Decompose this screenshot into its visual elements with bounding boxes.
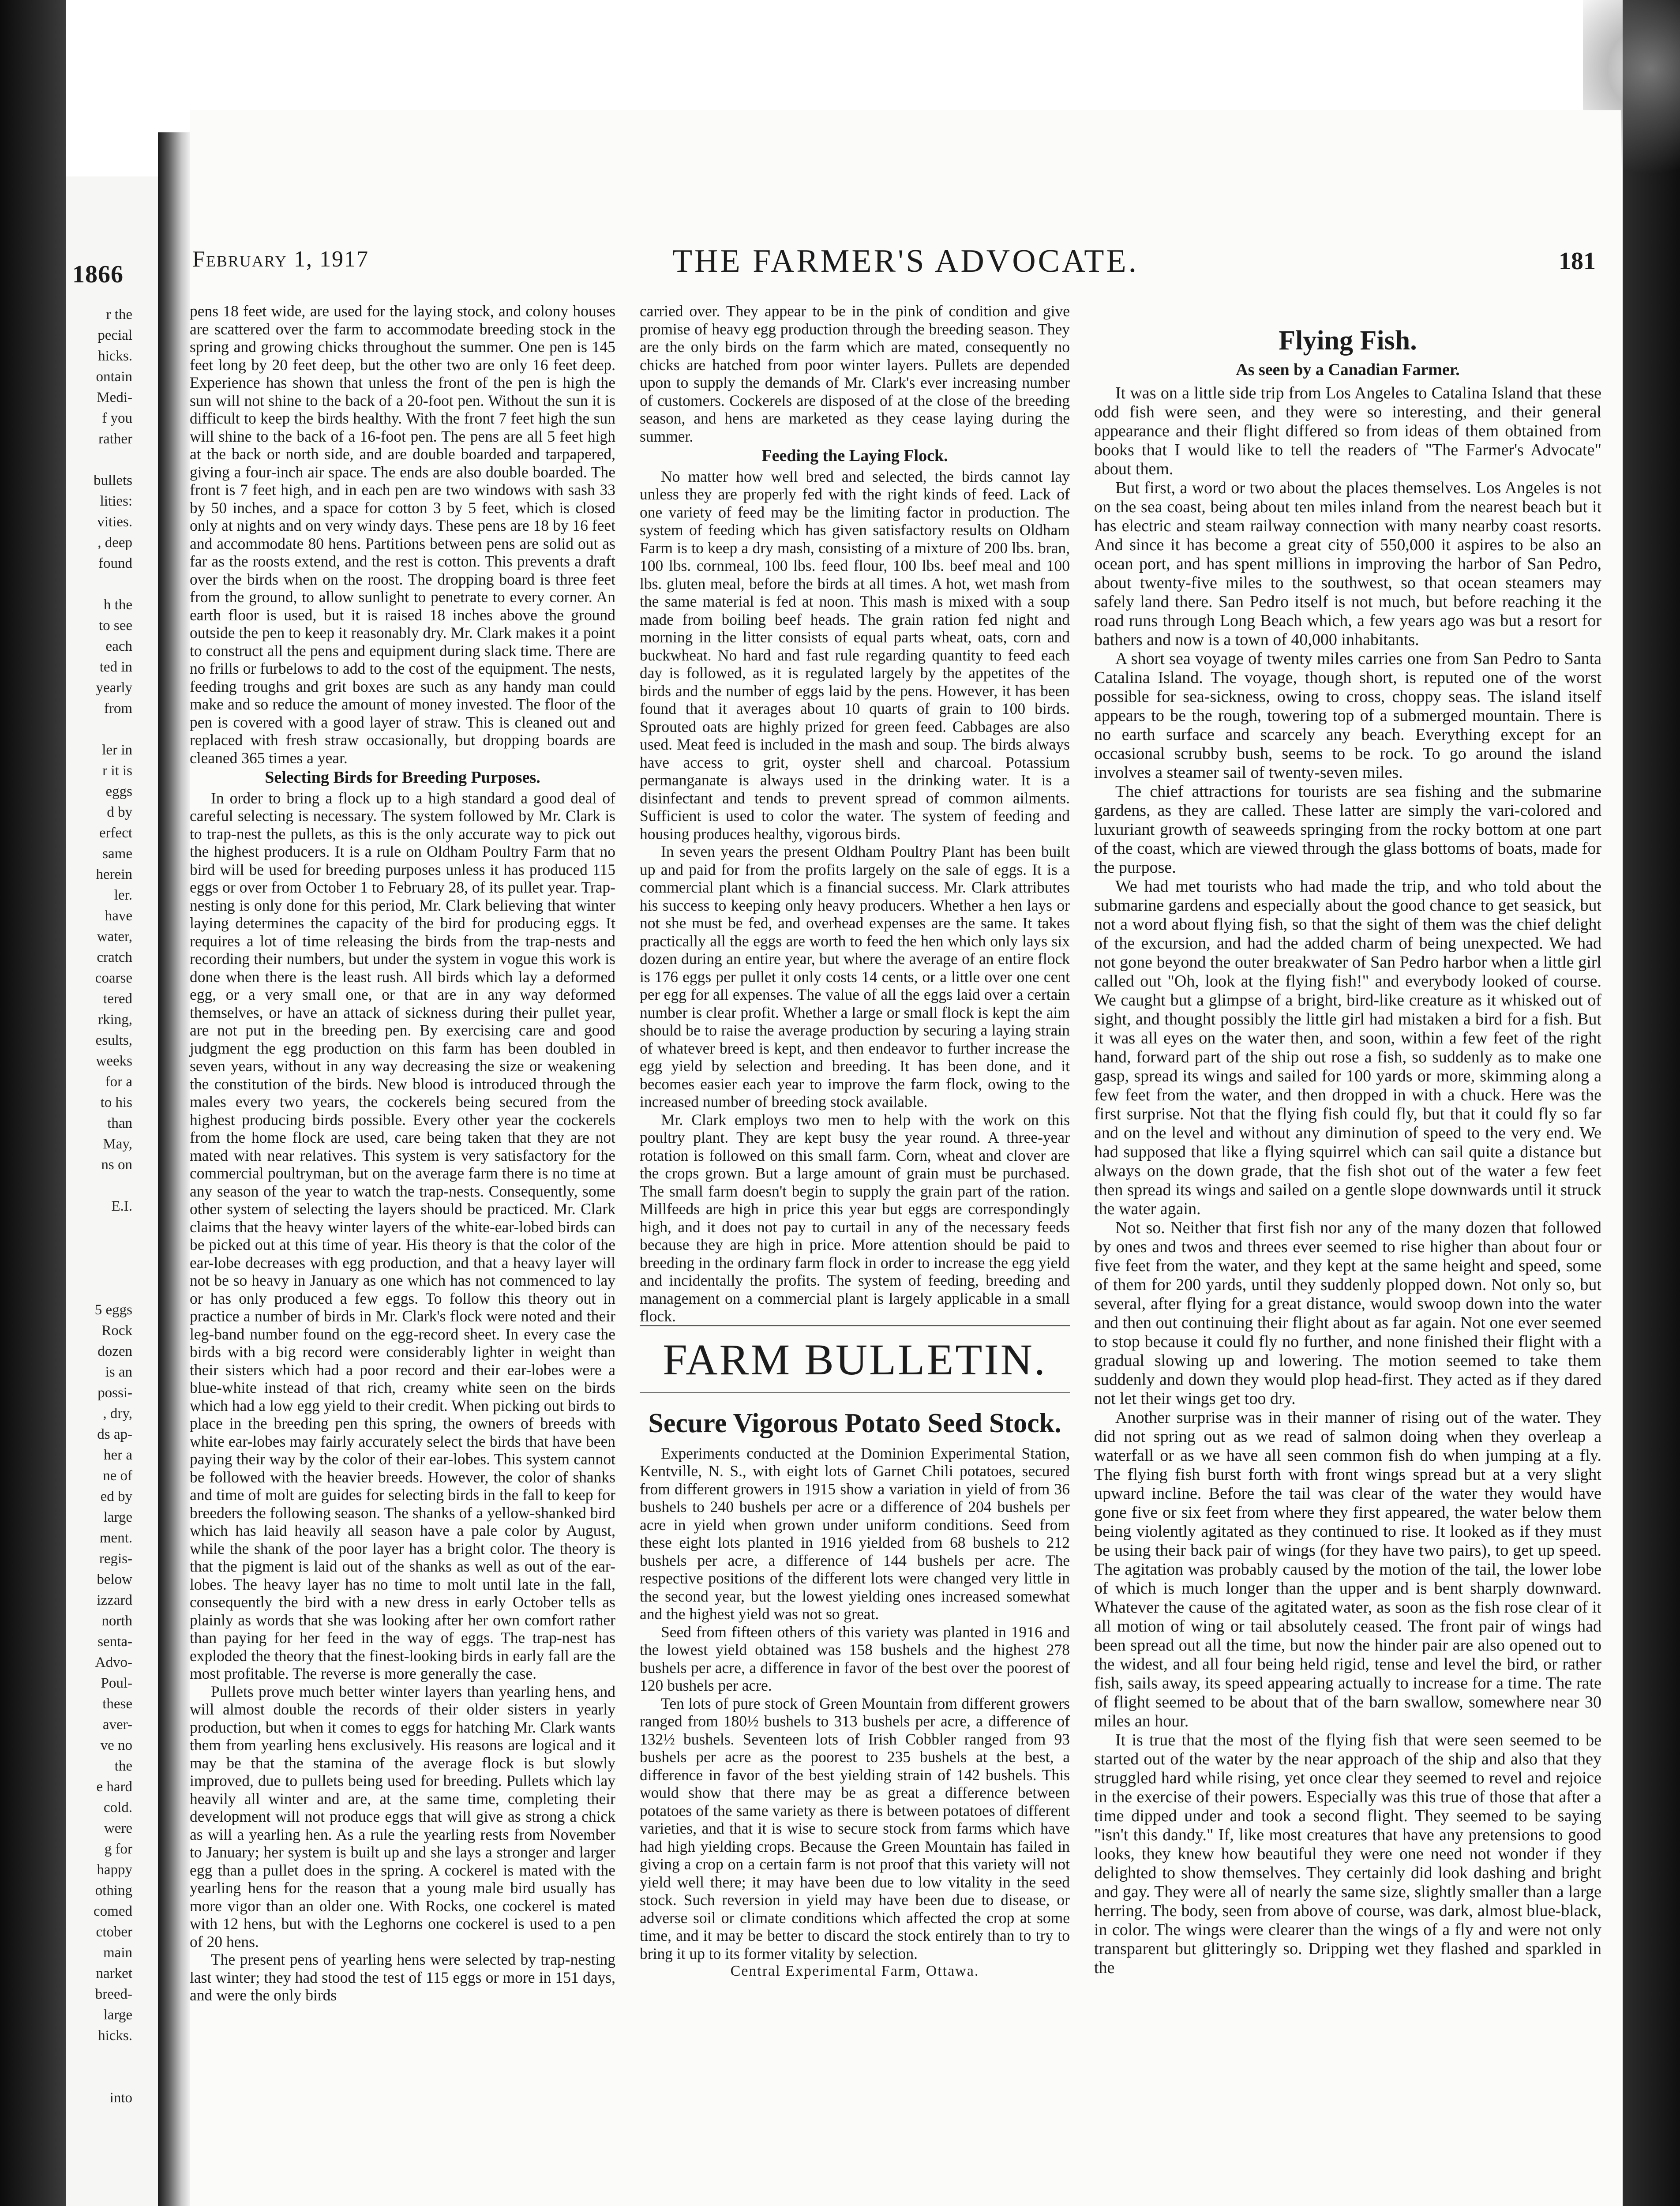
article-subtitle: As seen by a Canadian Farmer. <box>1236 360 1460 379</box>
newspaper-page <box>190 110 1621 2206</box>
paragraph: carried over. They appear to be in the pink of condition and give promise of heavy egg production through the breeding season. They are the only birds on the farm which are mated, consequently no chicks are hatched from poor winter layers. Pullets are depended upon to supply the demands of Mr. Clark's ever increasing number of customers. Cockerels are disposed of at the close of the breeding season, and hens are marketed as they cease laying during the summer. <box>640 302 1070 445</box>
paragraph: We had met tourists who had made the trip, and who told about the submarine gardens and especially about the good chance to get seasick, but not a word about flying fish, so that the sight of them was the chief delight of the excursion, and had the added charm of being unexpected. We had not gone beyond the outer breakwater of San Pedro harbor when a little girl called out "Oh, look at the flying fish!" and everybody looked of course. We caught but a glimpse of a bright, bird-like creature as it whisked out of sight, and thought possibly the little girl had mistaken a bird for a fish. But it was all eyes on the water then, and soon, within a few feet of the right hand, forward part of the ship out rose a fish, so suddenly as to make one gasp, spread its wings and sailed for 100 yards or more, skimming along a few feet from the water, and then dropped in with a chuck. Here was the first surprise. Not that the flying fish could fly, but that it could fly so far and on the level and without any diminution of speed to the very end. We had supposed that like a flying squirrel which can sail quite a distance but always on the down grade, that the fish shot out of the water a few feet then spread its wings and sailed on a gentle slope downwards until it struck the water again. <box>1094 877 1601 1218</box>
paragraph: pens 18 feet wide, are used for the laying stock, and colony houses are scattered over the farm to accommodate breeding stock in the spring and growing chicks throughout the summer. One pen is 145 feet long by 20 feet deep, but the other two are only 16 feet deep. Experience has shown that unless the front of the pen is high the sun will not shine to the back of a 20-foot pen. Without the sun it is difficult to keep the birds healthy. With the front 7 feet high the sun will shine to the back of a 16-foot pen. The pens are all 5 feet high at the back or north side, and are double boarded and tarpapered, giving a four-inch air space. The ends are also double boarded. The front is 7 feet high, and in each pen are two windows with sash 33 by 50 inches, and a space for cotton 3 by 5 feet, which is closed only at nights and on very windy days. These pens are 18 by 16 feet and accommodate 80 hens. Partitions between pens are solid out as far as the roosts extend, and the rest is cotton. This prevents a draft over the birds when on the roost. The dropping board is three feet from the ground, to allow sunlight to penetrate to every corner. An earth floor is used, but it is raised 18 inches above the ground outside the pen to keep it reasonably dry. Mr. Clark makes it a point to construct all the pens and equipment during slack time. There are no frills or furbelows to add to the cost of the equipment. The nests, feeding troughs and grit boxes are such as any handy man could make and so reduce the amount of money invested. The floor of the pen is covered with a good layer of straw. This is cleaned out and replaced with fresh straw occasionally, but dropping boards are cleaned 365 times a year. <box>190 302 615 767</box>
paragraph: No matter how well bred and selected, the birds cannot lay unless they are properly fed with the right kinds of feed. Lack of one variety of feed may be the limiting factor in production. The system of feeding which has given satisfactory results on Oldham Farm is to keep a dry mash, consisting of a mixture of 200 lbs. bran, 100 lbs. cornmeal, 100 lbs. feed flour, 100 lbs. beef meal and 100 lbs. gluten meal, before the birds at all times. A hot, wet mash from the same material is fed at noon. This mash is mixed with a soup made from boiling beef heads. The grain ration fed night and morning in the litter consists of equal parts wheat, oats, corn and buckwheat. No hard and fast rule regarding quantity to feed each day is followed, as it is regulated largely by the appetites of the birds and the number of eggs laid by the pens. However, it has been found that it averages about 10 quarts of grain to 100 birds. Sprouted oats are highly prized for green feed. Cabbages are also used. Meat feed is included in the mash and soup. The birds always have access to grit, oyster shell and charcoal. Potassium permanganate is always used in the drinking water. It is a disinfectant and tends to prevent spread of common ailments. Sufficient is used to color the water. The system of feeding and housing produces healthy, vigorous birds. <box>640 467 1070 843</box>
paragraph: Mr. Clark employs two men to help with the work on this poultry plant. They are kept busy the year round. A three-year rotation is followed on this small farm. Corn, wheat and clover are the crops grown. But a large amount of grain must be purchased. The small farm doesn't begin to supply the grain part of the ration. Millfeeds are high in price this year but eggs are correspondingly high, and it does not pay to curtail in any of the necessary feeds because they are high in price. More attention should be paid to breeding in the ordinary farm flock in order to increase the egg yield and incidentally the profits. The system of feeding, breeding and management on a commercial plant is largely applicable in a small flock. <box>640 1111 1070 1325</box>
paragraph: It was on a little side trip from Los Angeles to Catalina Island that these odd fish were seen, and they were so interesting, and their general appearance and their flight differed so from ideas of them obtained from books that I would like to tell the readers of "The Farmer's Advocate" about them. <box>1094 384 1601 478</box>
article-headline: Secure Vigorous Potato Seed Stock. <box>648 1408 1061 1438</box>
book-gutter <box>158 132 190 2206</box>
running-head <box>190 243 1621 291</box>
paragraph: Experiments conducted at the Dominion Experimental Station, Kentville, N. S., with eight lots of Garnet Chili potatoes, secured from different growers in 1915 show a variation in yield of from 36 bushels to 240 bushels per acre or a difference of 204 bushels per acre in yield when grown under uniform conditions. Seed from these eight lots planted in 1916 yielded from 68 bushels to 212 bushels per acre, a difference of 144 bushels per acre. The respective positions of the different lots were changed very little in the second year, but the lowest yielding ones increased somewhat and the highest yield was not so great. <box>640 1444 1070 1623</box>
section-heading: Selecting Birds for Breeding Purposes. <box>265 768 540 787</box>
paragraph: Pullets prove much better winter layers than yearling hens, and will almost double the records of their older sisters in yearly production, but when it comes to eggs for hatching Mr. Clark wants them from yearling hens exclusively. His reasons are logical and it may be that the stamina of the average flock is but slowly improved, due to pullets being used for breeding. Pullets which lay heavily all winter and are, at the same time, completing their development will not produce eggs that will give as strong a chick as will a yearling hen. As a rule the yearling rests from November to January; her system is built up and she lays a stronger and larger egg than a pullet does in the spring. A cockerel is mated with the yearling hens for the reason that a young male bird usually has more vigor than an older one. With Rocks, one cockerel is mated with 12 hens, but with the Leghorns one cockerel is used to a pen of 20 hens. <box>190 1682 615 1951</box>
paragraph: The chief attractions for tourists are sea fishing and the submarine gardens, as they are called. These latter are simply the vari-colored and luxuriant growth of seaweeds springing from the rocky bottom at one part of the coast, which are viewed through the glass bottoms of boats, made for the purpose. <box>1094 782 1601 877</box>
publication-title: THE FARMER'S ADVOCATE. <box>672 243 1139 279</box>
farm-bulletin-banner: FARM BULLETIN. <box>663 1335 1047 1384</box>
column-2 <box>640 302 1070 1981</box>
paragraph: The present pens of yearling hens were selected by trap-nesting last winter; they had stood the test of 115 eggs or more in 151 days, and were the only birds <box>190 1951 615 2004</box>
paragraph: A short sea voyage of twenty miles carries one from San Pedro to Santa Catalina Island. The voyage, though short, is reputed one of the worst possible for sea-sickness, owing to cross, choppy seas. The island itself appears to be the rough, towering top of a submerged mountain. There is no earth surface and scarcely any beach. Everything except for an occasional scrubby bush, seems to be rock. To go around the island involves a steamer sail of twenty-seven miles. <box>1094 649 1601 782</box>
paragraph: But first, a word or two about the places themselves. Los Angeles is not on the sea coast, being about ten miles inland from the nearest beach but it has electric and steam railway connection with many nearby coast resorts. And since it has become a great city of 550,000 it aspires to be also an ocean port, and has spent millions in improving the harbor of San Pedro, about twenty-five miles to the southwest, so that ocean steamers may safely land there. San Pedro itself is not much, but before reaching it the road runs through Long Beach which, a few years ago was but a resort for bathers and now is a town of 40,000 inhabitants. <box>1094 479 1601 649</box>
facing-page-strip <box>66 176 159 2206</box>
article-title: Flying Fish. <box>1279 326 1417 356</box>
paragraph: Ten lots of pure stock of Green Mountain from different growers ranged from 180½ bushels to 313 bushels per acre, a difference of 132½ bushels. Seventeen lots of Irish Cobbler ranged from 93 bushels per acre as the poorest to 235 bushels at the best, a difference in favor of the best yielding strain of 142 bushels. This would show that there may be as great a difference between potatoes of the same variety as there is between potatoes of different varieties, and that it is wise to secure stock from farms which have had high yielding crops. Because the Green Mountain has failed in giving a crop on a certain farm is not proof that this variety will not yield well there; it may have been due to low vitality in the seed stock. Such reversion in yield may have been due to disease, or adverse soil or climate conditions which affected the crop at some time, and it may be better to discard the stock entirely than to try to bring it up to its former vitality by selection. <box>640 1694 1070 1962</box>
paragraph: In seven years the present Oldham Poultry Plant has been built up and paid for from the profits largely on the sale of eggs. It is a commercial plant which is a financial success. Mr. Clark attributes his success to keeping only heavy producers. Whether a hen lays or not she must be fed, and overhead expenses are the same. It takes practically all the eggs are worth to feed the hen which only lays six dozen during an entire year, but where the average of an entire flock is 176 eggs per pullet it only costs 14 cents, or a little over one cent per egg for all expenses. The value of all the eggs laid over a certain number is clear profit. Whether a large or small flock is kept the aim should be to raise the average production by securing a laying strain of whatever breed is kept, and then endeavor to further increase the egg yield by selection and breeding. It has been done, and it becomes easier each year to improve the farm flock, owing to the increased number of breeding stock available. <box>640 843 1070 1111</box>
paragraph: In order to bring a flock up to a high standard a good deal of careful selecting is necessary. The system followed by Mr. Clark is to trap-nest the pullets, as this is the only accurate way to pick out the highest producers. It is a rule on Oldham Poultry Farm that no bird will be used for breeding purposes unless it has produced 115 eggs or over from October 1 to February 28, of its pullet year. Trap-nesting is only done for this period, Mr. Clark believing that winter laying determines the capacity of the bird for producing eggs. It requires a lot of time releasing the birds from the trap-nests and recording their numbers, but under the system in vogue this work is done when there is the least rush. All birds which lay a deformed egg, or a very small one, or that are in any way deformed themselves, or have an attack of sickness during their pullet year, are not put in the breeding pen. By exercising care and good judgment the egg production on this farm has been doubled in seven years, without in any way decreasing the size or weakening the constitution of the birds. New blood is introduced through the males every two years, the cockerels being secured from the highest producing birds possible. Every other year the cockerels from the home flock are used, care being taken that they are not mated with near relatives. This system is very satisfactory for the commercial poultryman, but on the average farm there is no time at any season of the year to watch the trap-nests. Consequently, some other system of selecting the layers should be practiced. Mr. Clark claims that the heavy winter layers of the white-ear-lobed birds can be picked out at this time of year. His theory is that the color of the ear-lobe decreases with egg production, and that a heavy layer will not be so heavy in January as one which has not commenced to lay or has only produced a few eggs. To follow this theory out in practice a number of birds in Mr. Clark's flock were noted and their leg-band number found on the egg-record sheet. In every case the birds with a big record were considerably lighter in weight than their sisters which had a poor record and their ear-lobes were a blue-white instead of that rich, creamy white seen on the birds which had a low egg yield to their credit. When picking out birds to place in the breeding pen this spring, the owners of breeds with white ear-lobes may fairly accurately select the birds that have been paying their way by the color of their ear-lobes. This system cannot be followed with the heavier breeds. However, the color of shanks and time of molt are guides for selecting birds in the fall to keep for breeders the following season. The shanks of a yellow-shanked bird which has laid heavily all season have a pale color by August, while the shank of the poor layer has a bright color. The theory is that the pigment is laid out of the shanks as well as out of the ear-lobes. The heavy layer has no time to molt until late in the fall, consequently the bird with a new dress in early October tells as plainly as words that she was looking after her own comfort rather than paying for her feed in the way of eggs. The trap-nest has exploded the theory that the finest-looking birds in early fall are the most profitable. The reverse is more generally the case. <box>190 789 615 1682</box>
facing-page-line-fragments: r the pecial hicks. ontain Medi- f you rather bullets lities: vities. , deep found h the to see each ted in yearly from ler in r it is eggs d by erfect same herein ler. have water, cratch coarse tered rking, esults, weeks for a to his than May, ns on E.I. 5 eggs Rock dozen is an possi- , dry, ds ap- her a ne of ed by large ment. regis- below izzard north senta- Advo- Poul- these aver- ve no the e hard cold. were g for happy othing comed ctober main narket breed- large hicks. into <box>94 307 132 2106</box>
paragraph: It is true that the most of the flying fish that were seen seemed to be started out of the water by the near approach of the ship and also that they struggled hard while rising, yet once clear they seemed to revel and rejoice in the exercise of their powers. Especially was this true of those that after a time dipped under and took a second flight. They seemed to be saying "isn't this dandy." If, like most creatures that have any pretensions to good looks, they knew how beautiful they were one need not wonder if they delighted to show themselves. They certainly did look dashing and bright and gay. They were all of nearly the same size, slightly smaller than a large herring. The body, seen from above of course, was dark, almost blue-black, in color. The wings were clearer than the wings of a fly and were not only transparent but glitteringly so. Dripping wet they flashed and sparkled in the <box>1094 1731 1601 1977</box>
paragraph: Not so. Neither that first fish nor any of the many dozen that followed by ones and twos and threes ever seemed to rise higher than about four or five feet from the water, and they kept at the same height and speed, some of them for 200 yards, until they suddenly plopped down. Not only so, but several, after flying for a great distance, would swoop down into the water and then out continuing their flight about as far again. Not one ever seemed to stop because it could fly no further, and none finished their flight with a gradual slowing up and lowering. The motion seemed to take them suddenly and down they would plop head-first. They acted as if they dared not let their wings get too dry. <box>1094 1219 1601 1408</box>
banner-rule-bottom <box>640 1392 1070 1394</box>
article-signoff: Central Experimental Farm, Ottawa. <box>730 1963 979 1979</box>
banner-rule-top <box>640 1325 1070 1327</box>
issue-date: February 1, 1917 <box>192 247 369 272</box>
scanner-background-right <box>1623 0 1680 2206</box>
column-1 <box>190 302 615 2004</box>
paragraph: Another surprise was in their manner of rising out of the water. They did not spring out as we read of salmon doing when they overleap a waterfall or as we have all seen common fish do when jumping at a fly. The flying fish burst forth with front wings spread but at a very slight upward incline. Before the tail was clear of the water they would have gone five or six feet from where they first appeared, the water below them being violently agitated as they continued to rise. It looked as if they must be using their back pair of wings (for they have two pairs), to get up speed. The agitation was probably caused by the motion of the tail, the lower lobe of which is much longer than the upper and is bent sharply downward. Whatever the cause of the agitated water, as soon as the fish rose clear of it all motion of wing or tail absolutely ceased. The front pair of wings had been spread out all the time, but now the hinder pair are also opened out to the widest, and all four being held rigid, tense and level the bird, or rather fish, sails away, its speed appearing actually to increase for a time. The rate of flight seemed to be about that of the barn swallow, somewhere near 30 miles an hour. <box>1094 1408 1601 1730</box>
facing-page-number: 1866 <box>72 261 124 288</box>
page-number: 181 <box>1559 248 1596 275</box>
column-3 <box>1094 302 1601 1977</box>
scanner-background-left <box>0 0 66 2206</box>
section-heading: Feeding the Laying Flock. <box>761 446 948 465</box>
paragraph: Seed from fifteen others of this variety was planted in 1916 and the lowest yield obtained was 158 bushels and the highest 278 bushels per acre, a difference in favor of the best over the poorest of 120 bushels per acre. <box>640 1623 1070 1694</box>
